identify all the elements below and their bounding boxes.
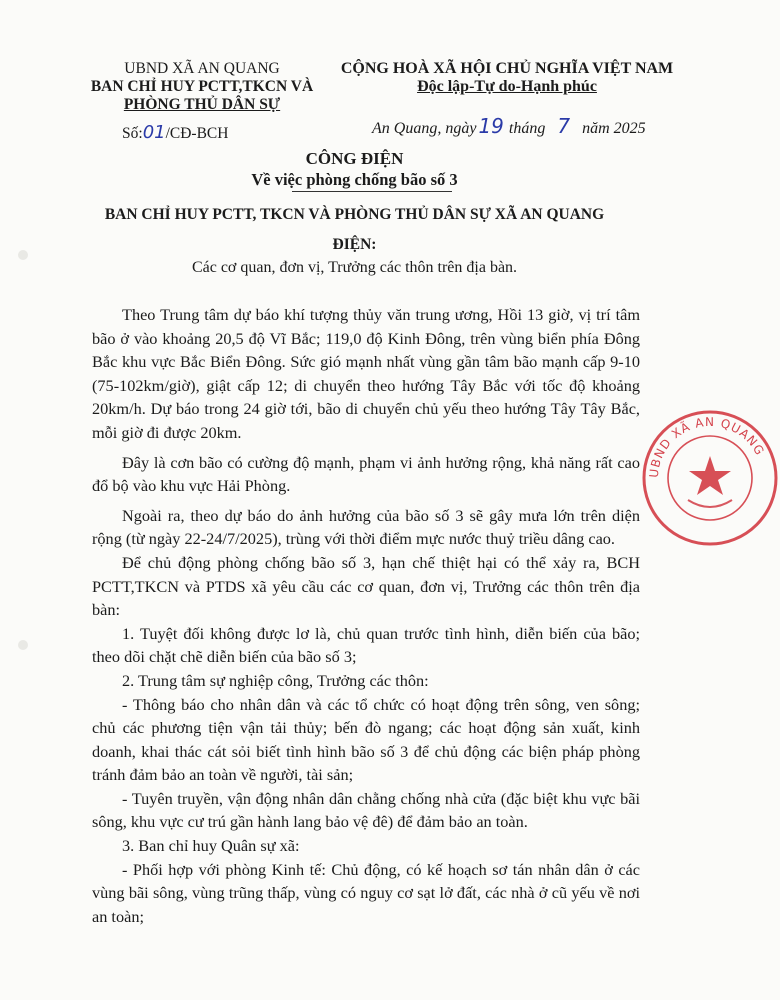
title-underline (292, 191, 452, 192)
body-list-item: - Tuyên truyền, vận động nhân dân chằng chống nhà cửa (đặc biệt khu vực bãi sông, khu vực cư trú gần hành lang bảo vệ đê) để đảm bảo an toàn. (92, 788, 640, 832)
body-paragraph: Để chủ động phòng chống bão số 3, hạn chế thiệt hại có thể xảy ra, BCH PCTT,TKCN và PTDS xã yêu cầu các cơ quan, đơn vị, Trưởng các thôn trên địa bàn: (92, 552, 640, 620)
seal-text: UBND XÃ AN QUANG (646, 414, 768, 479)
official-seal-icon (640, 408, 780, 548)
dien-label: ĐIỆN: (332, 236, 377, 253)
body-list-item: - Thông báo cho nhân dân và các tổ chức có hoạt động trên sông, ven sông; chủ các phương tiện vận tải thủy; bến đò ngang; các hoạt động sản xuất, kinh doanh, khai thác cát sỏi biết tình hình bão số 3 để chủ động các biện pháp phòng tránh đảm bảo an toàn về người, tài sản; (92, 694, 640, 785)
issuer-authority: UBND XÃ AN QUANG (124, 60, 280, 77)
body-list-item: 1. Tuyệt đối không được lơ là, chủ quan trước tình hình, diễn biến của bão; theo dõi chặt chẽ diễn biến của bão số 3; (92, 623, 640, 667)
sender-name: BAN CHỈ HUY PCTT, TKCN VÀ PHÒNG THỦ DÂN SỰ XÃ AN QUANG (104, 206, 605, 223)
recipients-line: Các cơ quan, đơn vị, Trưởng các thôn trên địa bàn. (191, 259, 518, 276)
body-paragraph: Theo Trung tâm dự báo khí tượng thủy văn trung ương, Hồi 13 giờ, vị trí tâm bão ở vào khoảng 20,5 độ Vĩ Bắc; 119,0 độ Kinh Đông, trên vùng biển phía Đông Bắc khu vực Bắc Biển Đông. Sức gió mạnh nhất vùng gần tâm bão mạnh cấp 9-10 (75-102km/giờ), giật cấp 12; di chuyển theo hướng Tây Bắc với tốc độ khoảng 20km/h. Dự báo trong 24 giờ tới, bão di chuyển chủ yếu theo hướng Tây Tây Bắc, mỗi giờ đi được 20km. (92, 305, 640, 442)
body-list-item: 3. Ban chỉ huy Quân sự xã: (122, 836, 300, 856)
document-type: CÔNG ĐIỆN (305, 149, 404, 168)
national-motto: Độc lập-Tự do-Hạnh phúc (417, 78, 597, 95)
document-subject: Về việc phòng chống bão số 3 (251, 170, 458, 189)
body-paragraph: Đây là cơn bão có cường độ mạnh, phạm vi ảnh hưởng rộng, khả năng rất cao đổ bộ vào khu vực Hải Phòng. (92, 452, 640, 496)
national-title-block (332, 60, 682, 96)
body-list-item: 2. Trung tâm sự nghiệp công, Trưởng các thôn: (122, 670, 429, 690)
handwritten-number: 01 (142, 122, 166, 143)
issuer-name-line2: PHÒNG THỦ DÂN SỰ (123, 96, 281, 113)
body-list-item: - Phối hợp với phòng Kinh tế: Chủ động, có kế hoạch sơ tán nhân dân ở các vùng bãi sông, vùng trũng thấp, vùng có nguy cơ sạt lở đất, các nhà ở cũ yếu về nơi an toàn; (92, 859, 640, 926)
handwritten-month: 7 (557, 114, 571, 138)
punch-hole (18, 640, 28, 650)
document-body (92, 303, 640, 928)
national-title: CỘNG HOÀ XÃ HỘI CHỦ NGHĨA VIỆT NAM (340, 60, 674, 77)
issuer-name-line1: BAN CHỈ HUY PCTT,TKCN VÀ (90, 78, 314, 95)
issuer-block (86, 60, 318, 114)
handwritten-day: 19 (478, 114, 504, 138)
issue-date: An Quang, ngày 19 tháng 7 năm 2025 (372, 114, 646, 138)
body-paragraph: Ngoài ra, theo dự báo do ảnh hưởng của bão số 3 sẽ gây mưa lớn trên diện rộng (từ ngày 22-24/7/2025), trùng với thời điểm mực nước thuỷ triều dâng cao. (92, 505, 640, 549)
document-number: Số:01/CĐ-BCH (122, 122, 229, 143)
